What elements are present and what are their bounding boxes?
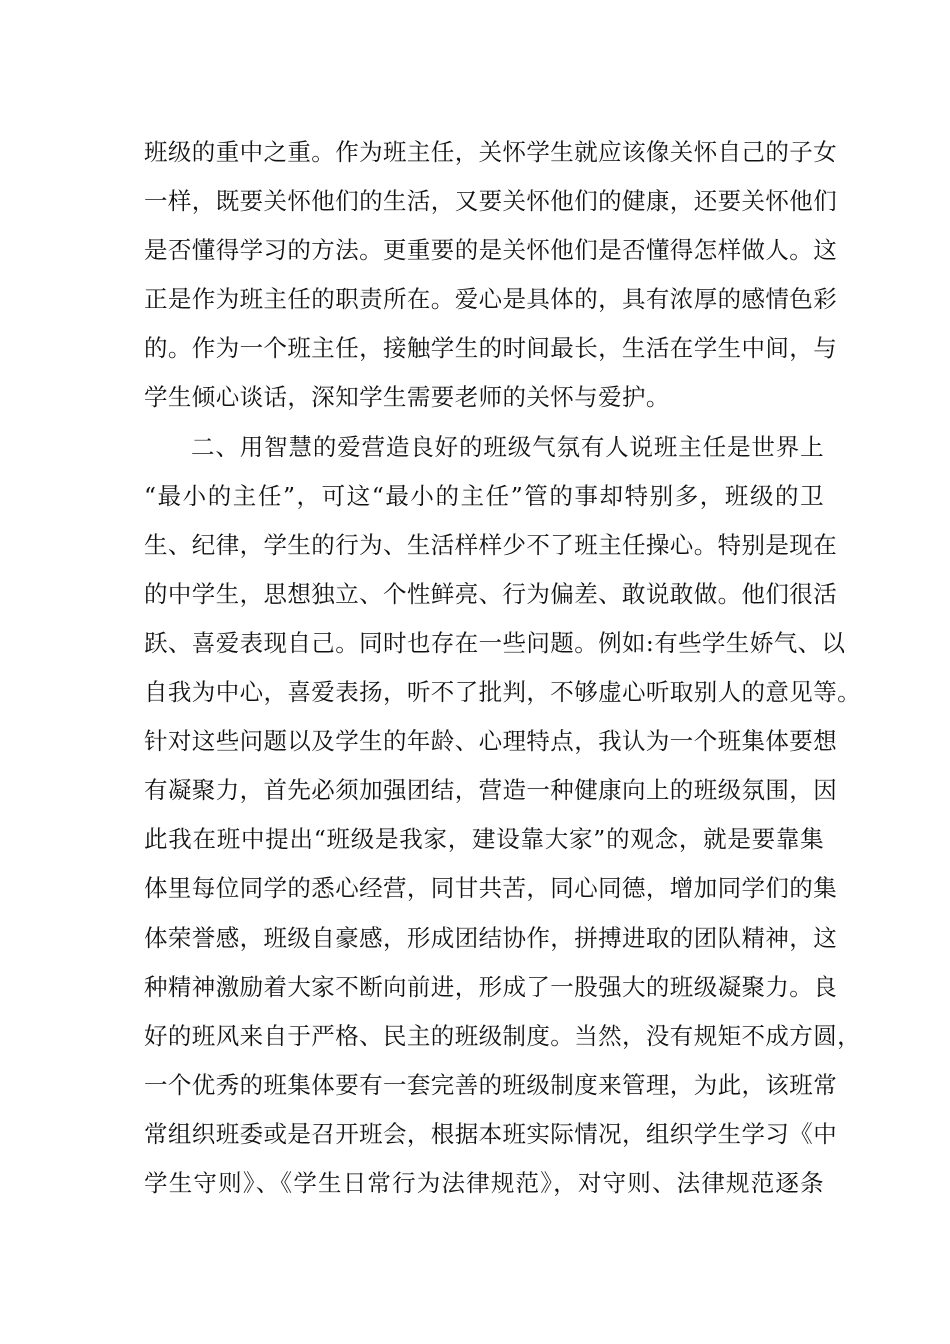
text-line: 是否懂得学习的方法。更重要的是关怀他们是否懂得怎样做人。这	[144, 236, 838, 265]
text-line: 针对这些问题以及学生的年龄、心理特点，我认为一个班集体要想	[144, 727, 838, 756]
text-line: 种精神激励着大家不断向前进，形成了一股强大的班级凝聚力。良	[144, 972, 838, 1001]
text-line: 的中学生，思想独立、个性鲜亮、行为偏差、敢说敢做。他们很活	[144, 579, 838, 608]
text-line: 学生倾心谈话，深知学生需要老师的关怀与爱护。	[144, 383, 670, 412]
text-line: 好的班风来自于严格、民主的班级制度。当然，没有规矩不成方圆，	[144, 1021, 861, 1050]
text-line: 体里每位同学的悉心经营，同甘共苦，同心同德，增加同学们的集	[144, 874, 838, 903]
text-line: 一个优秀的班集体要有一套完善的班级制度来管理，为此，该班常	[144, 1070, 838, 1099]
text-line: 二、用智慧的爱营造良好的班级气氛有人说班主任是世界上	[191, 432, 824, 461]
text-line: 生、纪律，学生的行为、生活样样少不了班主任操心。特别是现在	[144, 530, 838, 559]
text-line: 学生守则》、《学生日常行为法律规范》，对守则、法律规范逐条	[144, 1168, 824, 1197]
text-line: 有凝聚力，首先必须加强团结，营造一种健康向上的班级氛围，因	[144, 776, 838, 805]
body-text	[144, 128, 861, 1208]
text-line: 班级的重中之重。作为班主任，关怀学生就应该像关怀自己的子女	[144, 138, 838, 166]
text-line: 的。作为一个班主任，接触学生的时间最长，生活在学生中间，与	[144, 334, 838, 363]
text-line: 正是作为班主任的职责所在。爱心是具体的，具有浓厚的感情色彩	[144, 285, 838, 314]
text-line: 此我在班中提出“班级是我家，建设靠大家”的观念，就是要靠集	[144, 825, 824, 854]
text-line: 一样，既要关怀他们的生活，又要关怀他们的健康，还要关怀他们	[144, 187, 838, 216]
text-line: 自我为中心，喜爱表扬，听不了批判，不够虚心听取别人的意见等。	[144, 678, 861, 707]
text-line: 跃、喜爱表现自己。同时也存在一些问题。例如:有些学生娇气、以	[144, 628, 846, 657]
text-line: 常组织班委或是召开班会，根据本班实际情况，组织学生学习《中	[144, 1119, 838, 1148]
text-line: 体荣誉感，班级自豪感，形成团结协作，拼搏进取的团队精神，这	[144, 923, 838, 952]
text-line: “最小的主任”，可这“最小的主任”管的事却特别多，班级的卫	[144, 481, 824, 510]
